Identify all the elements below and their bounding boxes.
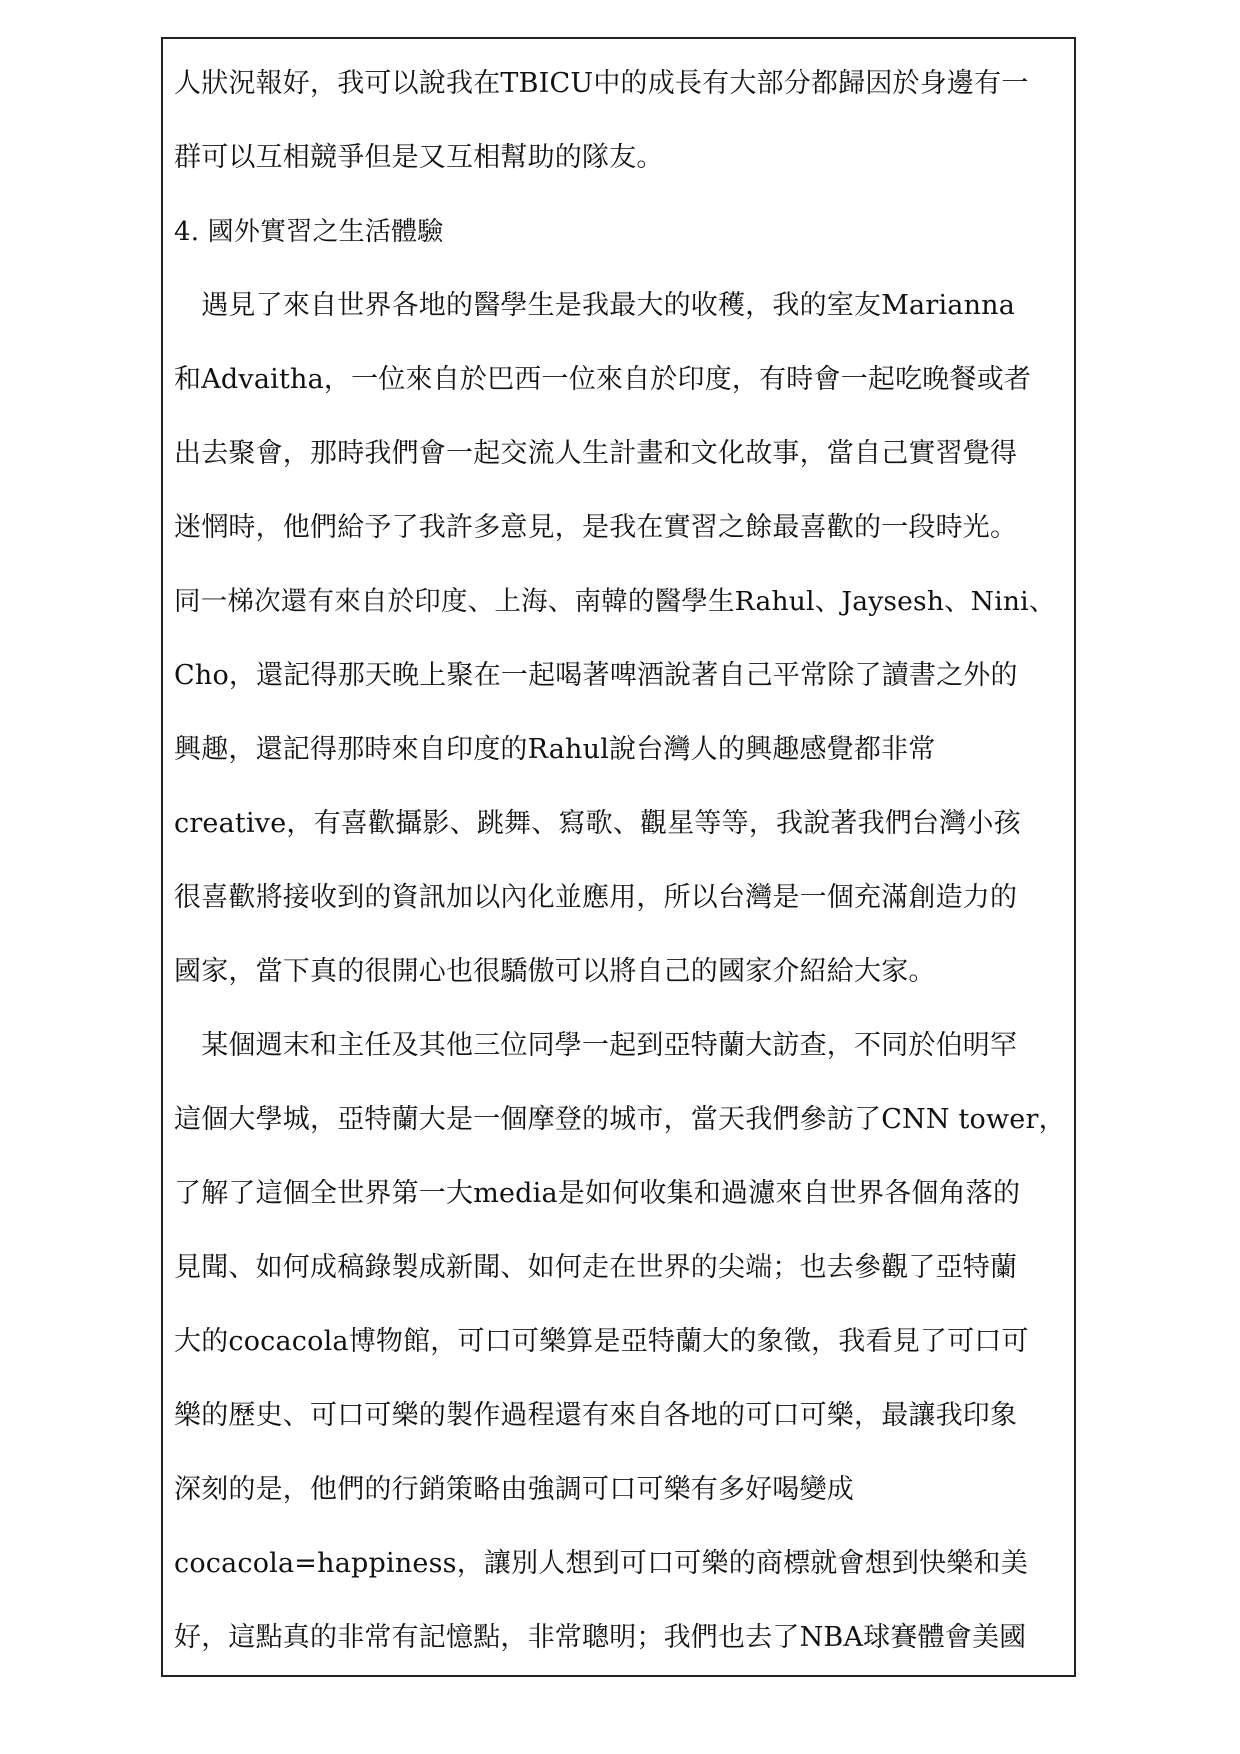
- section-heading: 4. 國外實習之生活體驗: [174, 217, 444, 247]
- text-line: 遇見了來自世界各地的醫學生是我最大的收穫，我的室友Marianna: [174, 290, 1016, 321]
- text-line: 群可以互相競爭但是又互相幫助的隊友。: [174, 142, 664, 173]
- text-line: 國家，當下真的很開心也很驕傲可以將自己的國家介紹給大家。: [174, 956, 936, 987]
- text-line: creative，有喜歡攝影、跳舞、寫歌、觀星等等，我說著我們台灣小孩: [174, 808, 1021, 839]
- text-line: 了解了這個全世界第一大media是如何收集和過濾來自世界各個角落的: [174, 1178, 1021, 1209]
- text-line: cocacola=happiness，讓別人想到可口可樂的商標就會想到快樂和美: [174, 1548, 1028, 1579]
- text-line: 大的cocacola博物館，可口可樂算是亞特蘭大的象徵，我看見了可口可: [174, 1326, 1029, 1357]
- text-line: 很喜歡將接收到的資訊加以內化並應用，所以台灣是一個充滿創造力的: [174, 882, 1018, 913]
- text-line: 見聞、如何成稿錄製成新聞、如何走在世界的尖端；也去參觀了亞特蘭: [174, 1252, 1018, 1283]
- document-body: [174, 56, 1069, 1684]
- text-line: Cho，還記得那天晚上聚在一起喝著啤酒說著自己平常除了讀書之外的: [174, 660, 1018, 691]
- text-line: 迷惘時，他們給予了我許多意見，是我在實習之餘最喜歡的一段時光。: [174, 512, 1018, 543]
- text-line: 和Advaitha，一位來自於巴西一位來自於印度，有時會一起吃晚餐或者: [174, 364, 1032, 395]
- text-line: 出去聚會，那時我們會一起交流人生計畫和文化故事，當自己實習覺得: [174, 438, 1018, 469]
- text-line: 樂的歷史、可口可樂的製作過程還有來自各地的可口可樂，最讓我印象: [174, 1400, 1018, 1431]
- text-line: 好，這點真的非常有記憶點，非常聰明；我們也去了NBA球賽體會美國: [174, 1622, 1027, 1653]
- text-line: 某個週末和主任及其他三位同學一起到亞特蘭大訪查，不同於伯明罕: [174, 1030, 1018, 1061]
- text-line: 人狀況報好，我可以說我在TBICU中的成長有大部分都歸因於身邊有一: [174, 68, 1029, 99]
- text-line: 這個大學城，亞特蘭大是一個摩登的城市，當天我們參訪了CNN tower，: [174, 1104, 1066, 1135]
- text-line: 深刻的是，他們的行銷策略由強調可口可樂有多好喝變成: [174, 1474, 854, 1505]
- text-line: 同一梯次還有來自於印度、上海、南韓的醫學生Rahul、Jaysesh、Nini、: [174, 586, 1056, 617]
- text-line: 興趣，還記得那時來自印度的Rahul說台灣人的興趣感覺都非常: [174, 734, 936, 765]
